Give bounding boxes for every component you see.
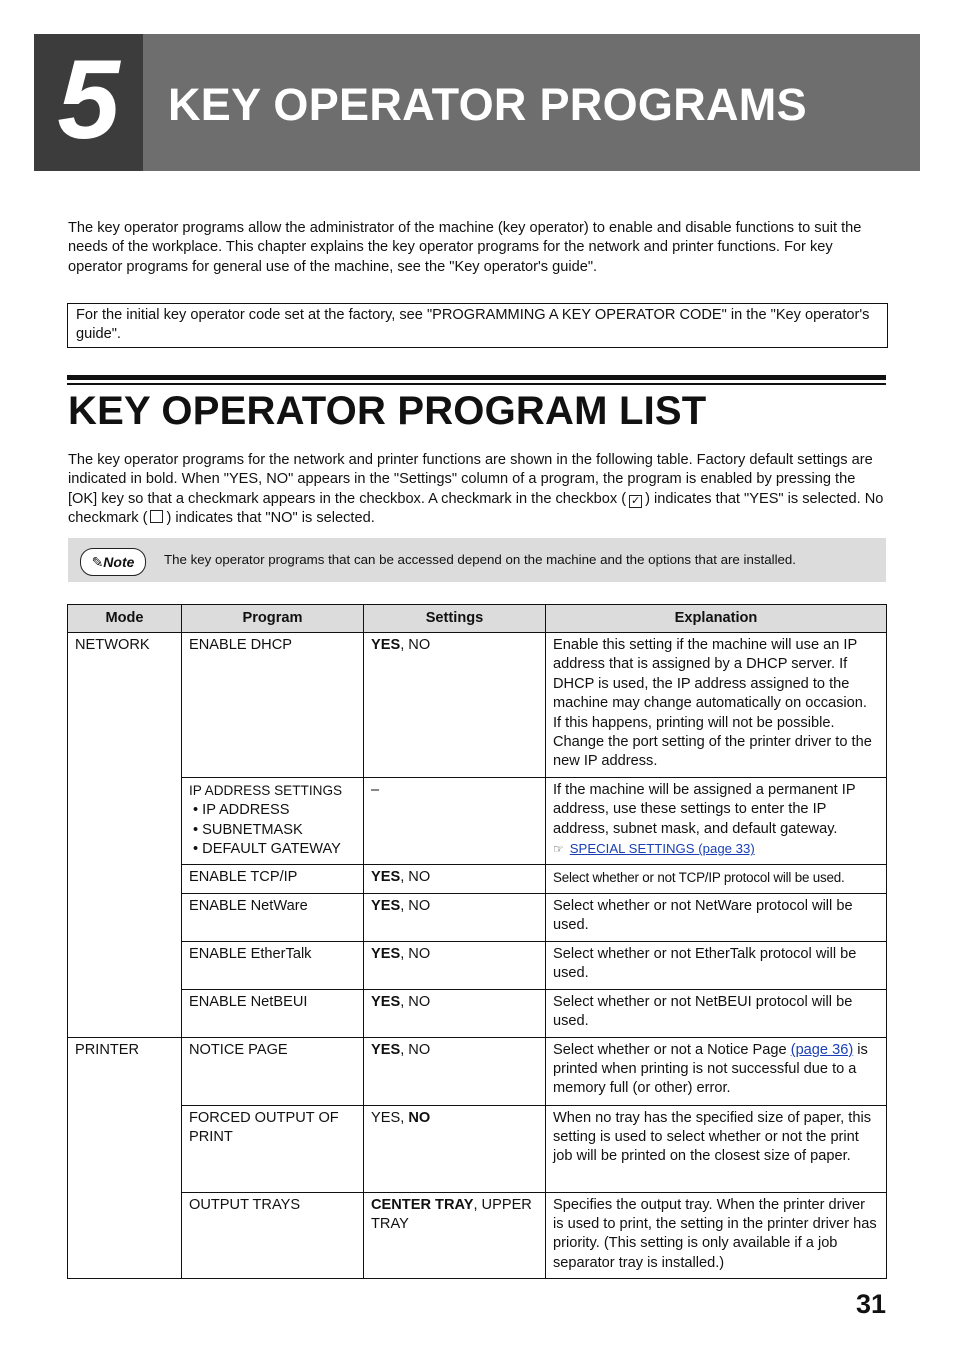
header-settings: Settings [364, 605, 546, 633]
table-row [68, 989, 887, 1037]
settings-other: , NO [400, 637, 431, 653]
cell-settings [364, 941, 546, 989]
table-row [68, 1105, 887, 1192]
cell-program: ENABLE TCP/IP [182, 864, 364, 893]
table-row [68, 633, 887, 778]
cell-settings [364, 989, 546, 1037]
settings-other: , NO [400, 1041, 431, 1058]
settings-default: YES [371, 868, 401, 885]
cell-explanation [546, 778, 887, 865]
section-description [68, 451, 888, 529]
table-header-row [68, 605, 887, 633]
cell-explanation: Enable this setting if the machine will use an IP address that is assigned by a DHCP server. If DHCP is used, the IP address assigned to the machine may change automatically on occasion. If this happens, printing will not be possible. Change the port setting of the printer driver to the new IP address. [546, 633, 887, 778]
cell-settings [364, 1192, 546, 1278]
settings-default: YES [371, 897, 401, 914]
unchecked-checkbox-icon [150, 510, 163, 523]
cell-mode: PRINTER [68, 1037, 182, 1105]
factory-code-notice: For the initial key operator code set at the factory, see "PROGRAMMING A KEY OPERATOR CODE" in the "Key operator's guide". [67, 303, 888, 348]
cell-settings [364, 1037, 546, 1105]
checked-checkbox-icon: ✓ [630, 494, 641, 507]
cell-program: FORCED OUTPUT OF PRINT [182, 1105, 364, 1192]
page-number: 31 [855, 1289, 886, 1319]
cell-explanation: Specifies the output tray. When the printer driver is used to print, the setting in the printer driver has priority. (This setting is only available if a job separator tray is installed.) [546, 1192, 887, 1278]
cell-program: ENABLE NetBEUI [182, 989, 364, 1037]
cell-mode [68, 1105, 182, 1192]
settings-default: YES [371, 993, 401, 1010]
cell-settings [364, 1105, 546, 1192]
cell-explanation: When no tray has the specified size of paper, this setting is used to select whether or not the print job will be printed on the closest size of paper. [546, 1105, 887, 1192]
table-row [68, 778, 887, 865]
table-row [68, 1037, 887, 1105]
explanation-text: If the machine will be assigned a permanent IP address, use these settings to enter the IP address, subnet mask, and default gateway. [553, 782, 856, 837]
cell-program: OUTPUT TRAYS [182, 1192, 364, 1278]
cell-explanation: Select whether or not NetBEUI protocol will be used. [546, 989, 887, 1037]
note-badge-label: Note [103, 554, 135, 570]
explanation-text: Select whether or not a Notice Page [553, 1041, 791, 1058]
program-subitem: • SUBNETMASK [189, 821, 356, 840]
cell-mode [68, 941, 182, 989]
cell-explanation [546, 864, 887, 893]
cell-mode [68, 864, 182, 893]
section-rule-thin [67, 383, 886, 385]
note-icon [80, 548, 146, 576]
settings-other: , UPPER TRAY [371, 1196, 532, 1233]
desc-text-2: ) indicates that "YES" is selected. No checkmark ( [68, 490, 884, 527]
settings-other: YES, [371, 1109, 409, 1126]
cell-program: ENABLE DHCP [182, 633, 364, 778]
settings-default: YES [371, 637, 401, 653]
section-title: KEY OPERATOR PROGRAM LIST [68, 389, 707, 433]
section-rule-thick [67, 375, 886, 380]
program-table [67, 604, 887, 1279]
table-row [68, 1192, 887, 1278]
settings-other: , NO [400, 897, 431, 914]
intro-paragraph: The key operator programs allow the administrator of the machine (key operator) to enable and disable functions to suit the needs of the workplace. This chapter explains the key operator programs for the network and printer functions. For key operator programs for general use of the machine, see the "Key operator's guide". [68, 220, 862, 275]
desc-text-3: ) indicates that "NO" is selected. [166, 510, 375, 527]
table-row [68, 941, 887, 989]
program-name: IP ADDRESS SETTINGS [189, 783, 343, 798]
pointing-hand-icon: ☞ [553, 842, 564, 857]
settings-default: YES [371, 1041, 401, 1058]
chapter-number: 5 [57, 37, 120, 162]
special-settings-link[interactable]: SPECIAL SETTINGS (page 33) [569, 841, 755, 857]
cell-explanation: Select whether or not EtherTalk protocol will be used. [546, 941, 887, 989]
table-row [68, 864, 887, 893]
cell-program: ENABLE NetWare [182, 893, 364, 941]
chapter-number-box [34, 34, 143, 171]
chapter-header [34, 34, 920, 171]
cell-mode: NETWORK [68, 633, 182, 778]
cell-mode [68, 778, 182, 865]
cell-settings: – [364, 778, 546, 865]
table-row [68, 893, 887, 941]
cell-explanation [546, 1037, 887, 1105]
cell-mode [68, 1192, 182, 1278]
cell-mode [68, 893, 182, 941]
program-subitem: • DEFAULT GATEWAY [189, 840, 356, 859]
header-mode: Mode [68, 605, 182, 633]
cell-program [182, 778, 364, 865]
cell-explanation: Select whether or not NetWare protocol will be used. [546, 893, 887, 941]
note-text: The key operator programs that can be accessed depend on the machine and the options that are installed. [164, 552, 797, 567]
cell-settings [364, 893, 546, 941]
settings-default: YES [371, 945, 401, 962]
settings-other: , NO [400, 993, 431, 1010]
notice-page-link[interactable]: (page 36) [790, 1041, 854, 1058]
desc-text-1: The key operator programs for the network and printer functions are shown in the following table. Factory default settings are indicated in bold. When "YES, NO" appears in the "Settings" column of a program, the program is enabled by pressing the [OK] key so that a checkmark appears in the checkbox. A checkmark in the checkbox ( [68, 452, 873, 507]
program-subitem: • IP ADDRESS [189, 801, 356, 820]
settings-other: , NO [400, 868, 431, 885]
cell-program: ENABLE EtherTalk [182, 941, 364, 989]
cell-program: NOTICE PAGE [182, 1037, 364, 1105]
header-explanation: Explanation [546, 605, 887, 633]
explanation-text: is printed when printing is not successful due to a memory full (or other) error. [553, 1041, 868, 1097]
chapter-title: KEY OPERATOR PROGRAMS [168, 79, 807, 130]
settings-other: , NO [400, 945, 431, 962]
explanation-text: Select whether or not TCP/IP protocol will be used. [553, 869, 845, 885]
header-program: Program [182, 605, 364, 633]
pencil-icon: ✎ [91, 554, 104, 570]
cell-mode [68, 989, 182, 1037]
settings-default: CENTER TRAY [371, 1196, 474, 1213]
note-bar [68, 538, 886, 582]
cell-settings [364, 864, 546, 893]
settings-default: NO [408, 1109, 431, 1126]
cell-settings [364, 633, 546, 778]
